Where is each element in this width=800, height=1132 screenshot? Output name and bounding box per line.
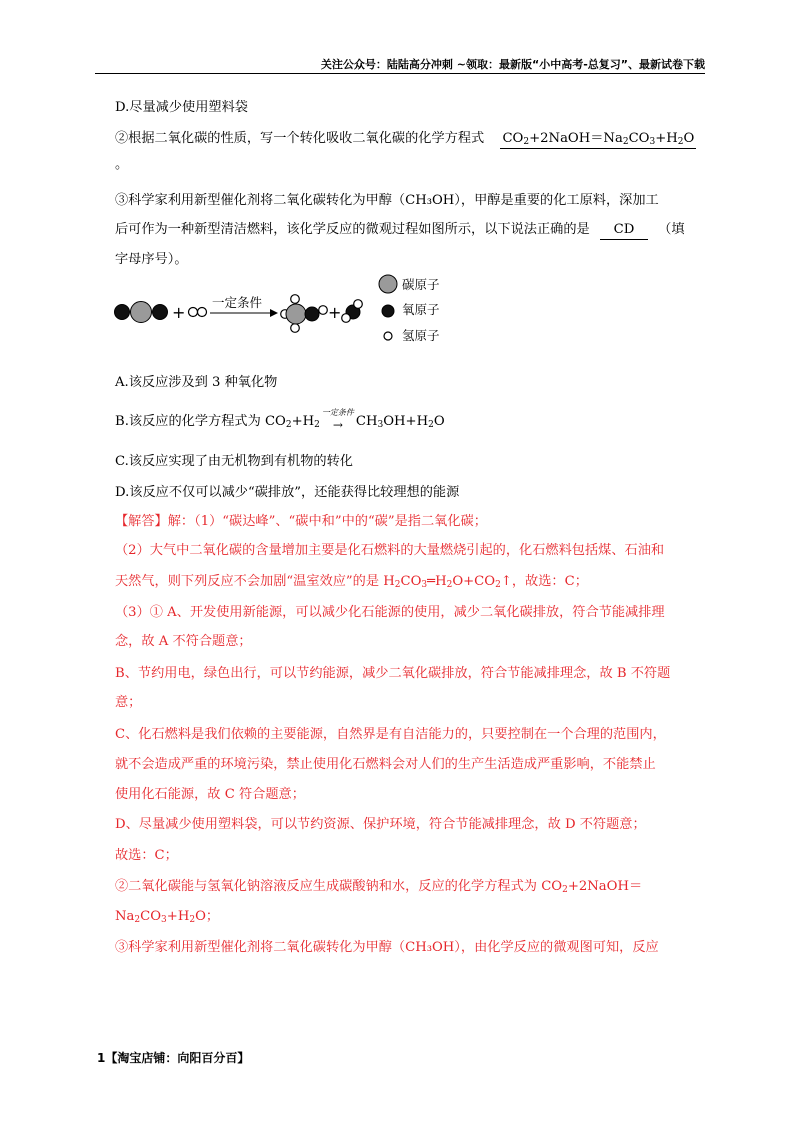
answer-line-10: 使用化石能源，故 C 符合题意； <box>115 787 305 802</box>
ch3oh-molecule <box>281 295 328 333</box>
answer-line-9: 就不会造成严重的环境污染，禁止使用化石燃料会对人们的生产生活造成严重影响，不能禁止 <box>115 757 656 772</box>
atom-legend <box>378 270 498 360</box>
answer-line-5: 念，故 A 不符合题意； <box>115 634 252 649</box>
legend-carbon: 碳原子 <box>402 277 440 292</box>
carbon-atom-icon <box>379 275 397 293</box>
question-3-line3: 字母序号）。 <box>115 252 188 267</box>
option-d-previous: D.尽量减少使用塑料袋 <box>115 100 248 115</box>
answer-line-15: ③科学家利用新型催化剂将二氧化碳转化为甲醇（CH₃OH），由化学反应的微观图可知，反应 <box>115 940 659 955</box>
answer-line-11: D、尽量减少使用塑料袋，可以节约资源、保护环境，符合节能减排理念，故 D 不符题意； <box>115 817 646 832</box>
question-3-line2 <box>115 220 715 240</box>
answer-line-4: （3）① A、开发使用新能源，可以减少化石能源的使用，减少二氧化碳排放，符合节能减排理 <box>115 605 665 620</box>
option-b-arrow: 一定条件 → <box>321 408 354 432</box>
answer-line-14: $Na_2CO_3+H_2O$； <box>115 909 220 925</box>
oxygen-atom-icon <box>382 305 394 317</box>
question-3-fill-hint: （填 <box>658 222 685 237</box>
page-header: 关注公众号：陆陆高分冲刺 ~领取：最新版“小中高考-总复习”、最新试卷下载 <box>320 58 705 71</box>
answer-line-13: ②二氧化碳能与氢氧化钠溶液反应生成碳酸钠和水，反应的化学方程式为 $CO_2+2NaOH=$ <box>115 879 643 895</box>
answer-line-6: B、节约用电，绿色出行，可以节约能源，减少二氧化碳排放，符合节能减排理念，故 B 不符题 <box>115 666 671 681</box>
hydrogen-atom-icon <box>384 332 392 340</box>
answer-line-8: C、化石燃料是我们依赖的主要能源，自然界是有自洁能力的，只要控制在一个合理的范围内， <box>115 727 666 742</box>
header-rule <box>95 73 705 74</box>
legend-hydrogen: 氢原子 <box>402 328 440 343</box>
option-c: C.该反应实现了由无机物到有机物的转化 <box>115 454 353 469</box>
answer-line-12: 故选：C； <box>115 848 178 863</box>
reaction-arrow <box>210 309 278 317</box>
h2-molecule <box>189 308 207 317</box>
legend-oxygen: 氧原子 <box>402 302 440 317</box>
option-b: B.该反应的化学方程式为 $CO_2+H_2$ 一定条件 → $CH_3OH+H_2O$ <box>115 408 445 432</box>
h2o-molecule <box>342 300 363 323</box>
page-footer: 1【淘宝店铺：向阳百分百】 <box>97 1051 250 1065</box>
question-3-answer: CD <box>600 221 648 240</box>
answer-line-7: 意； <box>115 695 142 710</box>
plus-sign-1: + <box>172 303 186 322</box>
reaction-condition: 一定条件 <box>212 295 263 310</box>
co2-molecule <box>115 302 168 323</box>
answer-line-2: （2）大气中二氧化碳的含量增加主要是化石燃料的大量燃烧引起的，化石燃料包括煤、石油和 <box>115 543 665 558</box>
legend-symbols <box>378 270 402 360</box>
answer-line-1: 【解答】解：（1）“碳达峰”、“碳中和”中的“碳”是指二氧化碳； <box>115 514 487 529</box>
question-2 <box>115 129 715 149</box>
question-2-text: ②根据二氧化碳的性质，写一个转化吸收二氧化碳的化学方程式 <box>115 131 485 146</box>
question-3-line1: ③科学家利用新型催化剂将二氧化碳转化为甲醇（CH₃OH），甲醇是重要的化工原料，深加工 <box>115 193 659 208</box>
question-2-end: 。 <box>115 157 129 172</box>
question-2-answer: $CO_2+2NaOH=Na_2CO_3+H_2O$ <box>502 131 695 147</box>
answer-line-3: 天然气，则下列反应不会加剧“温室效应”的是 $H_2CO_3═H_2O+CO_2↑$，故选：C； <box>115 574 588 590</box>
question-3-line2-text: 后可作为一种新型清洁燃料，该化学反应的微观过程如图所示，以下说法正确的是 <box>115 222 590 237</box>
plus-sign-2: + <box>328 303 342 322</box>
option-a: A.该反应涉及到 3 种氧化物 <box>115 375 278 390</box>
option-d: D.该反应不仅可以减少“碳排放”，还能获得比较理想的能源 <box>115 485 460 500</box>
